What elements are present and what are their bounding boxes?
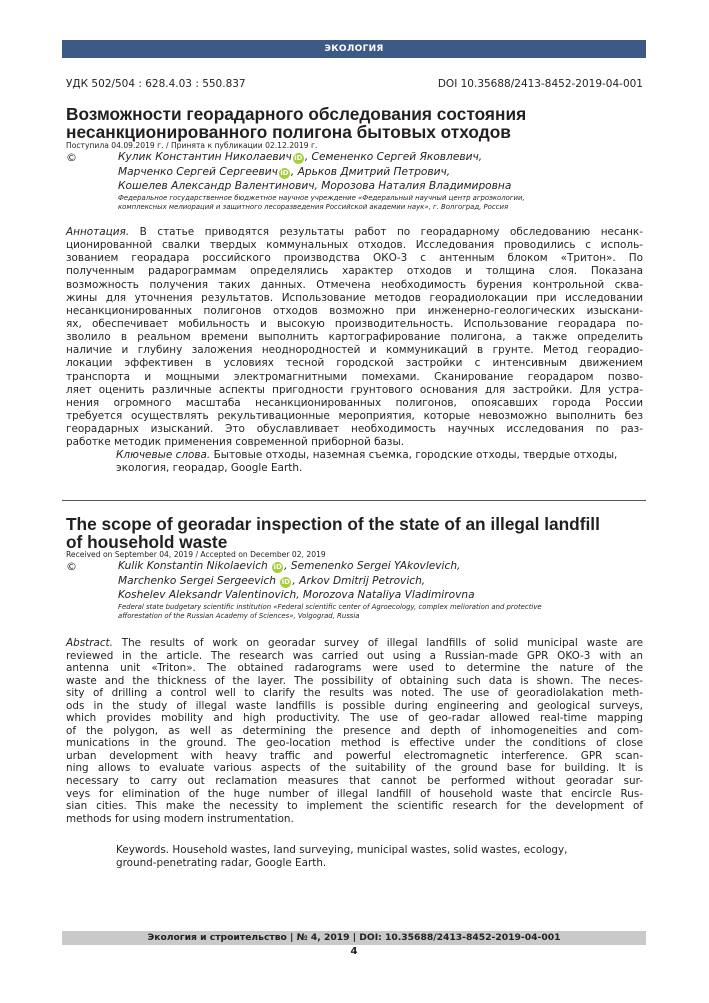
ru-keywords-label: Ключевые слова. xyxy=(116,449,211,461)
page-number: 4 xyxy=(350,946,358,957)
en-keywords: Keywords. Household wastes, land surveying, municipal wastes, solid wastes, ecology, ground-penetrating radar, Google Earth. xyxy=(116,844,568,869)
journal-footer-text: Экология и строительство | № 4, 2019 | DOI: 10.35688/2413-8452-2019-04-001 xyxy=(147,932,561,943)
author-name: Koshelev Aleksandr Valentinovich, Morozova Nataliya Vladimirovna xyxy=(118,589,475,601)
affiliation-line: Federal state budgetary scientific institution «Federal scientific center of Agroecology, complex melioration and protective xyxy=(118,603,542,611)
ru-title xyxy=(66,105,646,141)
author-name: Кошелев Александр Валентинович, Морозова Наталия Владимировна xyxy=(118,180,512,192)
orcid-icon[interactable]: iD xyxy=(280,168,289,177)
author-name: Kulik Konstantin Nikolaevich xyxy=(118,560,268,572)
author-name: , Арьков Дмитрий Петрович, xyxy=(290,165,451,178)
ru-abstract: Аннотация. В статье приводятся результаты работ по георадарному обследованию несанк- ционированной свалки твердых коммунальных отходов. Исследования проводились с исполь- зованием георадара российского производства ОКО-3 с антенным блоком «Тритон». По полученным радарограммам определялись характер отходов и толщина слоя. Показана возможность получения таких данных. Отмечена необходимость бурения контрольной сква- жины для уточнения результатов. Использование методов георадиолокации при исследовании несанкционированных полигонов отходов возможно при инженерно-геологических изыскани- ях, обеспечивает мобильность и высокую производительность. Использование георадара по- зволило в реальном времени выполнить картографирование полигона, а также определить наличие и глубину заложения неоднородностей и коммуникаций в грунте. Метод георадио- локации эффективен в условиях тесной городской застройки с интенсивным движением транспорта и мощными электромагнитными помехами. Сканирование георадаром позво- ляет оценить различные аспекты пригодности грунтового основания для застройки. Для устра- нения огромного масштаба несанкционированных полигонов, опоясавших города России требуется осуществлять рекультивационные мероприятия, которые невозможно выполнить без георадарных изысканий. Это обуславливает необходимость научных исследования по раз- работке методик применения современной приборной базы. xyxy=(66,226,643,449)
ru-affiliation xyxy=(118,194,598,212)
author-name: , Arkov Dmitrij Petrovich, xyxy=(292,574,426,587)
ru-title-line: несанкционированного полигона бытовых отходов xyxy=(66,122,511,142)
en-authors xyxy=(118,559,638,603)
doi-header: DOI 10.35688/2413-8452-2019-04-001 xyxy=(437,78,643,90)
journal-footer-bar xyxy=(62,931,646,945)
ru-keywords: Ключевые слова. Бытовые отходы, наземная съемка, городские отходы, твердые отходы, экология, георадар, Google Earth. xyxy=(116,449,618,475)
author-name: Марченко Сергей Сергеевич xyxy=(118,165,278,178)
author-name: , Semenenko Sergei YAkovlevich, xyxy=(284,560,461,572)
orcid-icon[interactable]: iD xyxy=(294,154,303,162)
orcid-icon[interactable]: iD xyxy=(273,563,282,571)
en-dates: Received on September 04, 2019 / Accepted on December 02, 2019 xyxy=(66,550,326,559)
author-name: , Семененко Сергей Яковлевич, xyxy=(304,151,483,163)
ru-abstract-label: Аннотация. xyxy=(66,226,130,238)
section-header-bar xyxy=(62,40,646,58)
en-title xyxy=(66,515,646,551)
ru-copyright-sign: © xyxy=(66,151,77,164)
en-title-line: The scope of georadar inspection of the state of an illegal landfill xyxy=(66,514,600,534)
section-label: ЭКОЛОГИЯ xyxy=(324,44,384,54)
ru-authors xyxy=(118,150,638,194)
affiliation-line: комплексных мелиораций и защитного лесоразведения Российской академии наук», г. Волгоград, Россия xyxy=(118,203,509,211)
author-name: Кулик Константин Николаевич xyxy=(118,151,292,163)
en-copyright-sign: © xyxy=(66,560,77,573)
en-abstract: Abstract. The results of work on georadar survey of illegal landfills of solid municipal waste are reviewed in the article. The research was carried out using a Russian-made GPR OKO-3 with an antenna unit «Triton». The obtained radarograms were used to determine the nature of the waste and the thickness of the layer. The possibility of obtaining such data is shown. The neces- sity of drilling a control well to clarify the results was noted. The use of georadiolakation meth- ods in the study of illegal waste landfills is possible during engineering and geological surveys, which provides mobility and high productivity. The use of geo-radar allowed real-time mapping of the polygon, as well as determining the presence and depth of inhomogeneities and com- munications in the ground. The geo-location method is effective under the conditions of close urban development with heavy traffic and powerful electromagnetic interference. GPR scan- ning allows to evaluate various aspects of the suitability of the ground base for building. It is necessary to carry out reclamation measures that cannot be performed without georadar sur- veys for elimination of the huge number of illegal landfill of household waste that encircle Rus- sian cities. This make the necessity to implement the scientific research for the development of methods for using modern instrumentation. xyxy=(66,637,643,825)
en-title-line: of household waste xyxy=(66,532,228,552)
en-affiliation xyxy=(118,603,598,621)
affiliation-line: afforestation of the Russian Academy of Sciences», Volgograd, Russia xyxy=(118,612,360,620)
en-abstract-label: Abstract. xyxy=(66,637,113,649)
orcid-icon[interactable]: iD xyxy=(281,577,290,586)
ru-dates: Поступила 04.09.2019 г. / Принята к публикации 02.12.2019 г. xyxy=(66,141,318,150)
author-name: Marchenko Sergei Sergeevich xyxy=(118,574,277,587)
section-divider xyxy=(62,500,646,501)
udc-code: УДК 502/504 : 628.4.03 : 550.837 xyxy=(66,78,246,90)
affiliation-line: Федеральное государственное бюджетное научное учреждение «Федеральный научный центр агроэкологии, xyxy=(118,194,525,202)
ru-title-line: Возможности георадарного обследования состояния xyxy=(66,104,527,124)
